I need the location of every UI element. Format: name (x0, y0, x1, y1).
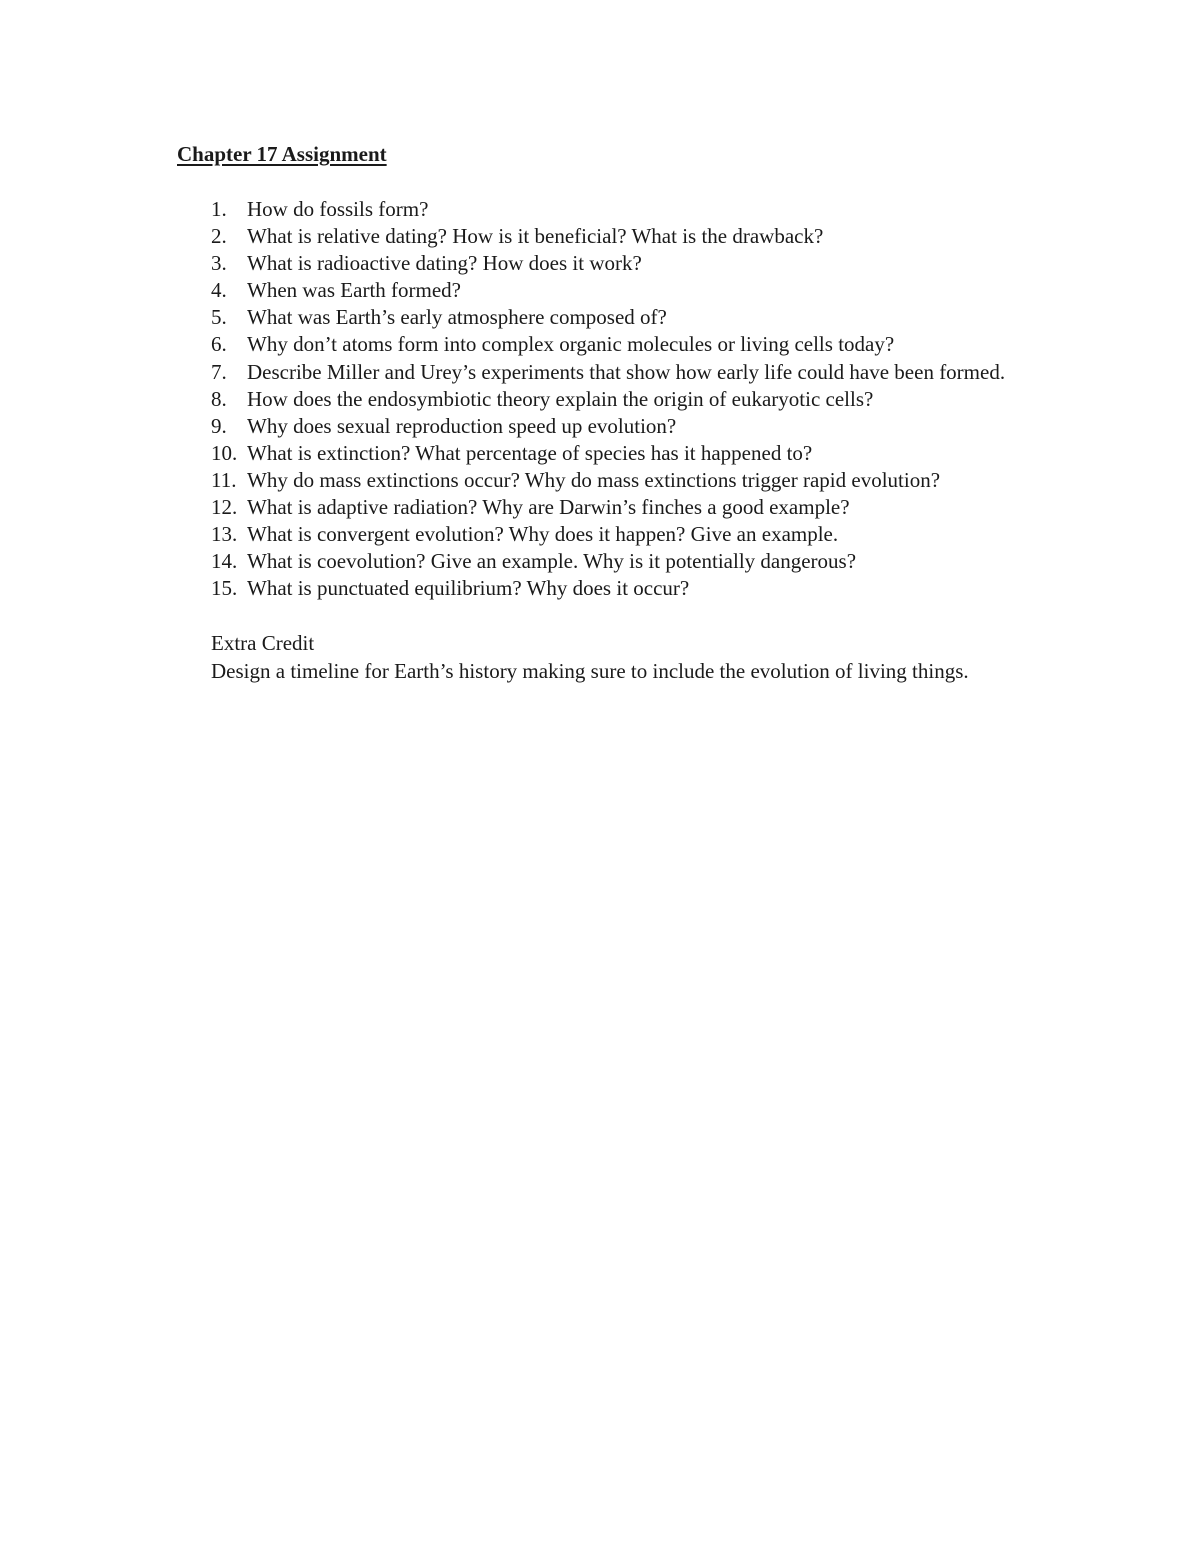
question-text: When was Earth formed? (247, 278, 461, 303)
list-item (211, 467, 1005, 494)
list-item (211, 196, 1005, 223)
question-text: What is extinction? What percentage of species has it happened to? (247, 440, 813, 465)
list-item (211, 223, 1005, 250)
question-text: Why does sexual reproduction speed up evolution? (247, 413, 677, 438)
question-number: 5. (211, 305, 227, 330)
extra-credit-heading: Extra Credit (211, 631, 315, 655)
question-text: Why don’t atoms form into complex organic molecules or living cells today? (247, 332, 895, 357)
question-text: Describe Miller and Urey’s experiments that show how early life could have been formed. (247, 359, 1006, 384)
list-item (211, 277, 1005, 304)
question-number: 14. (211, 549, 238, 574)
list-item (211, 331, 1005, 358)
question-number: 12. (211, 495, 238, 520)
question-number: 7. (211, 359, 227, 384)
list-item (211, 413, 1005, 440)
list-item (211, 548, 1005, 575)
list-item (211, 521, 1005, 548)
list-item (211, 440, 1005, 467)
question-list (211, 196, 1005, 602)
document-title: Chapter 17 Assignment (177, 142, 387, 166)
question-number: 1. (211, 197, 227, 221)
list-item (211, 494, 1005, 521)
question-number: 8. (211, 386, 227, 411)
question-text: How do fossils form? (247, 197, 429, 221)
list-item (211, 250, 1005, 277)
question-text: What was Earth’s early atmosphere composed of? (247, 305, 667, 330)
question-number: 15. (211, 576, 238, 601)
question-number: 11. (211, 467, 237, 492)
question-text: What is adaptive radiation? Why are Darwin’s finches a good example? (247, 495, 850, 520)
list-item (211, 359, 1005, 386)
question-text: What is punctuated equilibrium? Why does it occur? (247, 576, 690, 601)
question-number: 6. (211, 332, 227, 357)
question-text: What is relative dating? How is it beneficial? What is the drawback? (247, 224, 824, 249)
question-number: 4. (211, 278, 227, 303)
question-number: 2. (211, 224, 227, 249)
question-number: 9. (211, 413, 227, 438)
question-text: What is convergent evolution? Why does it happen? Give an example. (247, 522, 839, 547)
extra-credit-section (211, 629, 969, 685)
extra-credit-text: Design a timeline for Earth’s history making sure to include the evolution of living things. (211, 659, 969, 683)
question-number: 10. (211, 440, 238, 465)
question-text: What is coevolution? Give an example. Why is it potentially dangerous? (247, 549, 857, 574)
question-text: How does the endosymbiotic theory explain the origin of eukaryotic cells? (247, 386, 874, 411)
list-item (211, 386, 1005, 413)
question-number: 3. (211, 251, 227, 276)
question-text: Why do mass extinctions occur? Why do mass extinctions trigger rapid evolution? (247, 467, 941, 492)
list-item (211, 575, 1005, 602)
question-text: What is radioactive dating? How does it work? (247, 251, 642, 276)
list-item (211, 304, 1005, 331)
question-number: 13. (211, 522, 238, 547)
